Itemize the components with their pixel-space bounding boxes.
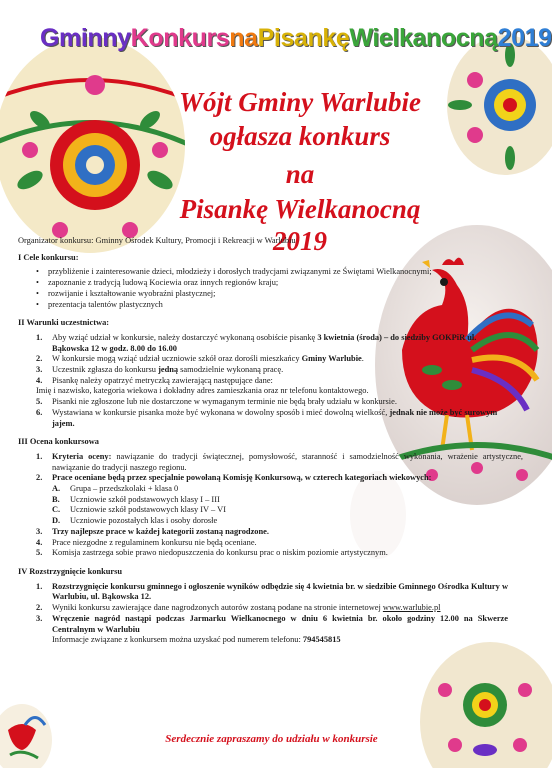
rainbow-banner-title [40, 18, 552, 58]
section-4-title: IV Rozstrzygnięcie konkursu [18, 566, 123, 576]
section-3-title: III Ocena konkursowa [18, 437, 99, 447]
item-number: 4. [36, 537, 43, 547]
banner-word: Gminny [40, 24, 131, 52]
list-item [18, 397, 508, 408]
item-text: W konkursie mogą wziąć udział uczniowie szkół oraz dorośli mieszkańcy [52, 354, 302, 364]
item-text: Informacje związane z konkursem można uzyskać pod numerem telefonu: [52, 635, 303, 645]
item-text-bold: Gminy Warlubie [301, 354, 362, 364]
list-item [18, 408, 508, 429]
banner-word: Pisankę [257, 24, 350, 52]
item-text: Pisankę należy opatrzyć metryczką zawierającą następujące dane: [52, 375, 273, 385]
list-item [18, 365, 508, 376]
list-item [18, 527, 523, 538]
item-number: 2. [36, 473, 43, 483]
banner-word: Wielkanocną [349, 24, 498, 52]
item-text-bold: jedną [158, 365, 179, 375]
item-number: 3. [36, 613, 43, 623]
item-text-bold: Prace oceniane będą przez specjalnie powołaną Komisję Konkursową, w czterech kategoriach wiekowych: [52, 473, 432, 483]
item-text: Uczniowie szkół podstawowych klasy I – III [70, 494, 220, 504]
item-text-bold: Rozstrzygnięcie konkursu gminnego i ogłoszenie wyników odbędzie się 4 kwietnia br. w siedzibie Gminnego Ośrodka Kultury w Warlubiu, ul. Bąkowska 12. [52, 581, 508, 602]
headline-line-4: Pisankę Wielkanocną 2019 [179, 194, 421, 256]
goals-list [18, 267, 523, 310]
list-item [52, 505, 523, 516]
item-number: 1. [36, 451, 43, 461]
results-list [18, 582, 508, 646]
item-letter: B. [52, 494, 60, 504]
item-number: 6. [36, 407, 43, 417]
item-number: 1. [36, 332, 43, 342]
item-number: 2. [36, 603, 43, 613]
item-text: nawiązanie do tradycji świątecznej, pomysłowość, staranność i samodzielność wykonania, wrażenie artystyczne, nawiązanie do tradycji naszego regionu. [52, 451, 523, 472]
list-item [18, 582, 508, 603]
item-letter: A. [52, 484, 61, 494]
item-text-bold: Wręczenie nagród nastąpi podczas Jarmarku Wielkanocnego w dniu 6 kwietnia br. około godziny 12.00 na Skwerze Centralnym w Warlubiu [52, 613, 508, 634]
item-text: Wystawiana w konkursie pisanka może być wykonana w dowolny sposób i mieć dowolną wielkość, [52, 407, 390, 417]
item-number: 5. [36, 397, 43, 407]
rules-document [18, 236, 523, 646]
list-item [52, 516, 523, 527]
website-link[interactable]: www.warlubie.pl [382, 603, 441, 613]
item-number: 3. [36, 365, 43, 375]
item-number: 4. [36, 375, 43, 385]
item-number: 3. [36, 526, 43, 536]
organizer-line: Organizator konkursu: Gminny Ośrodek Kultury, Promocji i Rekreacji w Warlubiu [18, 236, 296, 245]
item-text: Wyniki konkursu zawierające dane nagrodzonych autorów zostaną podane na stronie internetowej [52, 603, 383, 613]
age-categories-list [52, 484, 523, 527]
item-text-bold: jednak nie może być surowym jajem. [52, 407, 498, 428]
list-item [18, 614, 508, 635]
item-text: Imię i nazwisko, kategoria wiekowa i dokładny adres zamieszkania oraz nr telefonu kontaktowego. [36, 386, 369, 396]
list-item: • prezentacja talentów plastycznych [36, 300, 523, 311]
item-number: 2. [36, 354, 43, 364]
list-item [52, 484, 523, 495]
list-item [18, 473, 523, 527]
easter-egg-top-right-image [445, 40, 543, 170]
item-text: samodzielnie wykonaną pracę. [178, 365, 284, 375]
list-item [52, 495, 523, 506]
closing-invitation: Serdecznie zapraszamy do udziału w konkursie [165, 733, 378, 745]
conditions-list [18, 333, 508, 429]
item-text: Uczniowie pozostałych klas i osoby dorosłe [70, 516, 218, 526]
item-text: Grupa – przedszkolaki + klasa 0 [70, 484, 179, 494]
list-item: • rozwijanie i kształtowanie wyobraźni plastycznej; [36, 289, 523, 300]
list-item [18, 603, 508, 614]
item-text: Pisanki nie zgłoszone lub nie dostarczone w wymaganym terminie nie będą brały udziału w konkursie. [52, 397, 397, 407]
item-text: Komisja zastrzega sobie prawo niedopuszczenia do konkursu prac o niskim poziomie artystycznym. [52, 548, 388, 558]
headline-line-1: Wójt Gminy Warlubie [178, 87, 422, 117]
section-2-title: II Warunki uczestnictwa: [18, 318, 110, 328]
list-item [18, 452, 523, 473]
item-number: 5. [36, 548, 43, 558]
item-text: Prace niezgodne z regulaminem konkursu nie będą oceniane. [52, 537, 257, 547]
evaluation-list [18, 452, 523, 559]
item-letter: D. [52, 516, 61, 526]
item-text-bold: 3 kwietnia (środa) – do siedziby GOKPiR ul. Bąkowska 12 w godz. 8.00 do 16.00 [52, 332, 477, 353]
item-text: Uczniowie szkół podstawowych klasy IV – VI [70, 505, 226, 515]
list-item [18, 538, 523, 549]
list-item: • przybliżenie i zainteresowanie dzieci, młodzieży i dorosłych tradycjami związanymi ze Świętami Wielkanocnymi; [36, 267, 523, 278]
banner-word: Konkurs [130, 24, 230, 52]
item-text: Aby wziąć udział w konkursie, należy dostarczyć wykonaną osobiście pisankę [52, 332, 318, 342]
section-1-title: I Cele konkursu: [18, 252, 79, 262]
item-letter: C. [52, 505, 61, 515]
headline-line-2: ogłasza konkurs [209, 121, 391, 151]
phone-number: 794545815 [302, 635, 341, 645]
list-item [18, 354, 508, 365]
list-item [18, 548, 523, 559]
banner-word: na [229, 24, 258, 52]
item-text-bold: Trzy najlepsze prace w każdej kategorii zostaną nagrodzone. [52, 526, 269, 536]
item-number: 1. [36, 581, 43, 591]
item-text: Uczestnik zgłasza do konkursu [52, 365, 159, 375]
list-item [18, 333, 508, 354]
list-item [18, 376, 508, 397]
banner-word: 2019 [497, 24, 552, 52]
item-text-bold: Kryteria oceny: [52, 451, 112, 461]
item-text: . [361, 354, 364, 364]
headline-line-3: na [285, 159, 315, 189]
list-item: • zapoznanie z tradycją ludową Kociewia oraz innych regionów kraju; [36, 278, 523, 289]
list-item [18, 635, 508, 646]
easter-egg-bottom-right-image [415, 650, 543, 768]
